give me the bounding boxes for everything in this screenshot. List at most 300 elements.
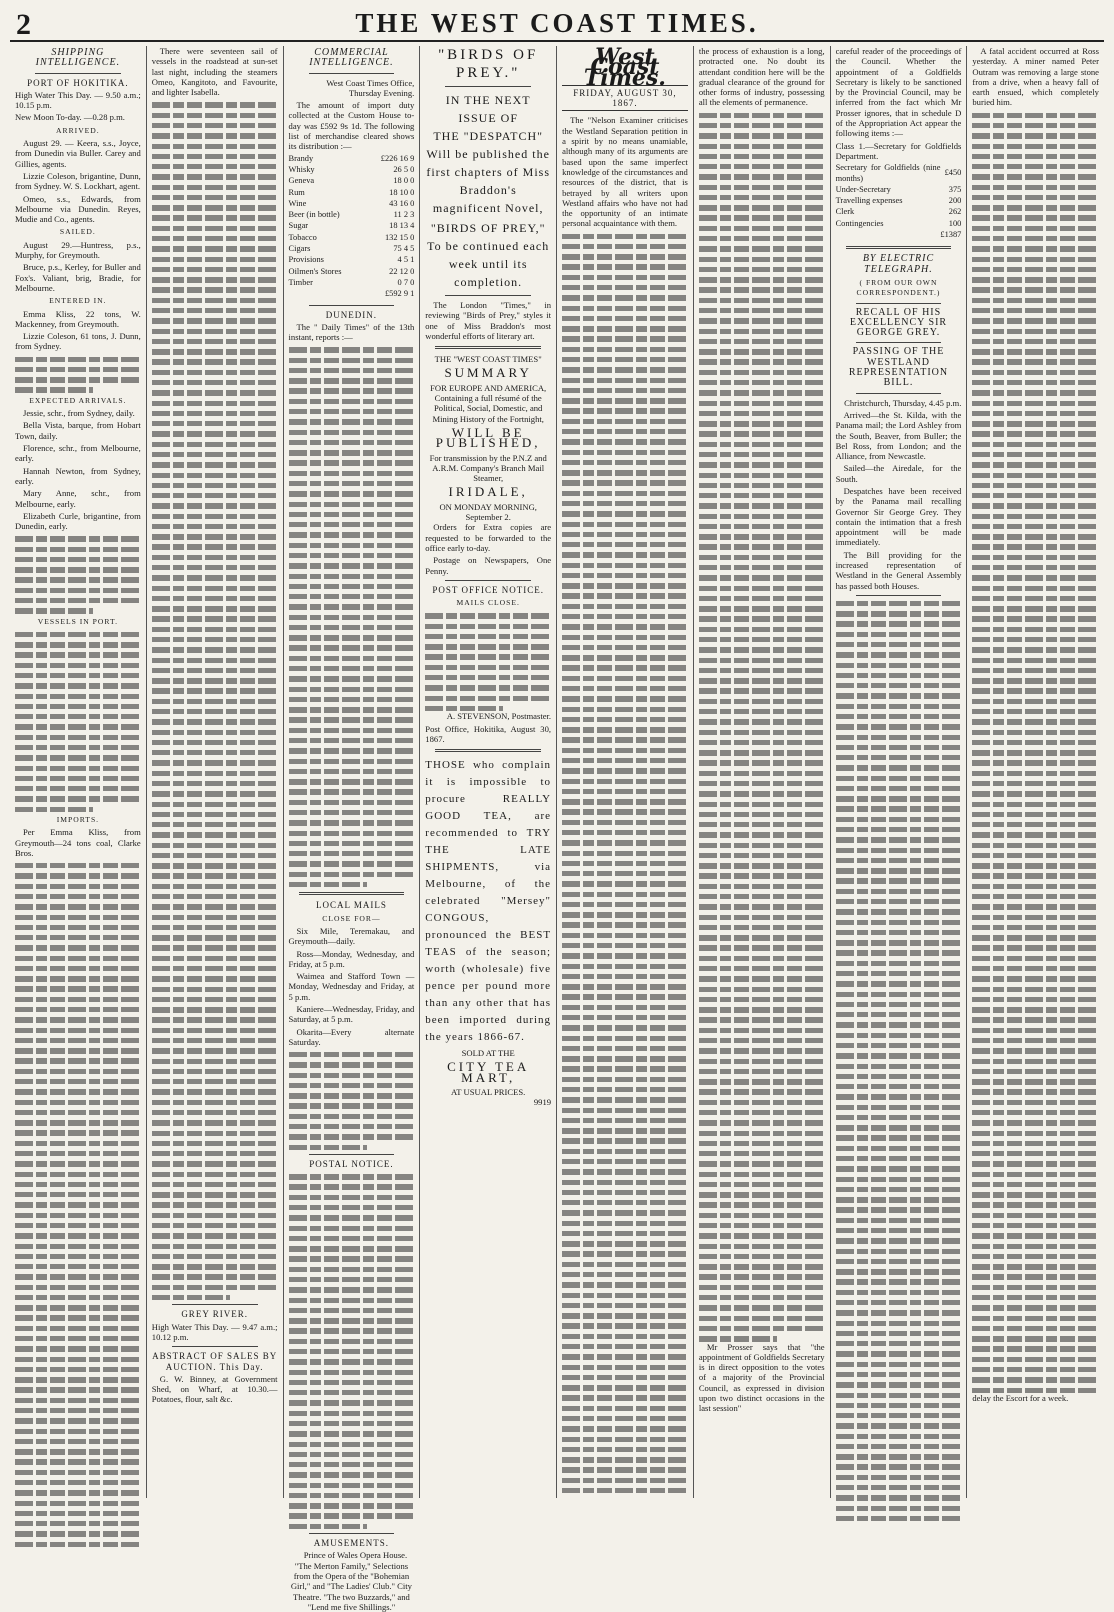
text-lines: [972, 565, 1099, 570]
text-lines: [699, 514, 825, 519]
row-value: 11 2 3: [393, 210, 415, 220]
row-item: Wine: [288, 198, 307, 208]
text-lines: [15, 1346, 141, 1351]
text-lines: [15, 632, 141, 637]
text-lines: [972, 164, 1099, 169]
text-lines: [562, 367, 688, 372]
text-lines: [289, 1287, 415, 1292]
text-lines: [699, 586, 825, 591]
text-lines: [15, 1058, 141, 1063]
text-lines: [562, 419, 688, 424]
text-lines: [15, 796, 141, 801]
text-lines: [699, 359, 825, 364]
text-lines: [425, 665, 551, 670]
dunedin-heading: DUNEDIN.: [325, 309, 378, 320]
row-value: 100: [948, 218, 962, 228]
text-lines: [699, 873, 825, 878]
text-lines: [699, 339, 825, 344]
text-lines: [15, 735, 141, 740]
text-lines: [699, 1017, 825, 1022]
text-lines: [972, 544, 1099, 549]
postage-note: Postage on Newspapers, One Penny.: [425, 555, 552, 576]
text-lines: [289, 1256, 415, 1261]
text-lines: [152, 534, 278, 539]
text-lines: [699, 226, 825, 231]
text-lines: [836, 1207, 962, 1212]
table-row: [289, 199, 415, 210]
text-lines: [699, 750, 825, 755]
text-lines: [699, 431, 825, 436]
text-lines: [152, 873, 278, 878]
text-lines: [15, 1531, 141, 1536]
text-lines: [972, 359, 1099, 364]
divider: [445, 580, 531, 581]
text-lines: [152, 1161, 278, 1166]
text-lines: [699, 1120, 825, 1125]
text-lines: [836, 1362, 962, 1367]
text-lines: [699, 1285, 825, 1290]
text-lines: [972, 791, 1099, 796]
text-lines: [562, 1251, 688, 1256]
text-lines: [972, 318, 1099, 323]
expected-item: Jessie, schr., from Sydney, daily.: [23, 408, 135, 419]
text-lines: [152, 144, 278, 149]
paper-name-gothic: West Coast Times.: [583, 44, 666, 91]
text-lines: [289, 872, 415, 877]
text-lines: [972, 730, 1099, 735]
text-lines: [972, 1336, 1099, 1341]
text-lines: [836, 786, 962, 791]
text-lines: [152, 863, 278, 868]
text-lines: [972, 287, 1099, 292]
text-lines: [289, 1328, 415, 1333]
text-lines: [699, 370, 825, 375]
text-lines: [699, 1089, 825, 1094]
text-lines: [562, 655, 688, 660]
divider: [856, 595, 942, 596]
text-lines: [562, 532, 688, 537]
text-lines: [289, 1195, 415, 1200]
text-lines: [152, 1048, 278, 1053]
text-lines: [15, 966, 141, 971]
text-lines: [15, 1130, 141, 1135]
text-lines: [152, 637, 278, 642]
text-lines: [15, 1459, 141, 1464]
text-lines: [562, 1262, 688, 1267]
sailed-label: SAILED.: [59, 227, 96, 237]
text-lines: [699, 493, 825, 498]
row-value: 0 7 0: [397, 277, 415, 287]
text-lines: [972, 174, 1099, 179]
text-lines: [152, 164, 278, 169]
text-lines: [152, 339, 278, 344]
text-lines: [152, 719, 278, 724]
text-lines: [836, 1249, 962, 1254]
text-lines: [562, 994, 688, 999]
text-lines: [699, 1038, 825, 1043]
goldfields-total: £1387: [940, 230, 962, 240]
row-value: 22 12 0: [389, 266, 415, 276]
text-lines: [699, 483, 825, 488]
text-lines: [972, 1161, 1099, 1166]
mail-item: Ross—Monday, Wednesday, and Friday, at 5 p.m.: [288, 948, 415, 969]
text-lines: [699, 1059, 825, 1064]
text-lines: [699, 1295, 825, 1300]
text-lines: [699, 452, 825, 457]
text-lines: [972, 1346, 1099, 1351]
text-lines: [972, 894, 1099, 899]
text-lines: [699, 195, 825, 200]
text-lines: [972, 760, 1099, 765]
text-lines: [15, 1439, 141, 1444]
text-lines: [289, 1134, 415, 1139]
text-lines: [836, 1238, 962, 1243]
divider: [309, 1154, 395, 1155]
text-lines: [562, 1066, 688, 1071]
text-lines: [562, 295, 688, 300]
text-lines: [836, 1372, 962, 1377]
text-lines: [699, 1007, 825, 1012]
text-lines: [152, 287, 278, 292]
text-lines: [15, 663, 141, 668]
text-lines: [972, 699, 1099, 704]
editorial-cont-opening: the process of exhaustion is a long, protracted one. No doubt its attendant condition here will be the gradual clearance of the ground for other forms of industry, possessing all the elements of permanence.: [698, 46, 825, 108]
text-lines: [699, 925, 825, 930]
text-lines: [836, 1485, 962, 1490]
text-lines: [152, 791, 278, 796]
text-lines: [836, 1516, 962, 1521]
text-lines: [836, 1115, 962, 1120]
text-lines: [15, 1089, 141, 1094]
text-lines: [836, 1043, 962, 1048]
row-value: 4 5 1: [397, 255, 415, 265]
text-lines: [15, 536, 141, 541]
text-lines: [152, 904, 278, 909]
text-lines: [152, 1007, 278, 1012]
text-lines: [152, 329, 278, 334]
text-lines: [836, 652, 962, 657]
text-lines: [562, 1478, 688, 1483]
text-lines: [152, 1151, 278, 1156]
text-lines: [562, 306, 688, 311]
text-lines: [289, 1298, 415, 1303]
text-lines: [699, 1079, 825, 1084]
text-lines: [152, 1110, 278, 1115]
mails-close-label: MAILS CLOSE.: [456, 598, 520, 608]
text-lines: [562, 892, 688, 897]
text-lines: [289, 851, 415, 856]
column-2-shipping-cont: [147, 46, 284, 1498]
text-lines: [699, 462, 825, 467]
text-lines: [972, 1038, 1099, 1043]
text-lines: [699, 174, 825, 179]
divider: [172, 1346, 258, 1347]
text-lines: [152, 812, 278, 817]
text-lines: [972, 956, 1099, 961]
text-lines: [152, 370, 278, 375]
text-lines: [15, 1480, 141, 1485]
text-lines: [699, 1151, 825, 1156]
text-lines: [972, 740, 1099, 745]
text-lines: [836, 889, 962, 894]
text-lines: [15, 714, 141, 719]
text-lines: [152, 1038, 278, 1043]
text-lines: [699, 740, 825, 745]
summary-for: FOR EUROPE AND AMERICA,: [430, 382, 547, 393]
duties-total: £592 9 1: [384, 289, 415, 299]
text-lines: [15, 673, 141, 678]
text-lines: [15, 1429, 141, 1434]
text-lines: [152, 915, 278, 920]
text-lines: [836, 1341, 962, 1346]
text-lines: [152, 215, 278, 220]
text-lines: [972, 236, 1099, 241]
expected-item: Bella Vista, barque, from Hobart Town, daily.: [15, 420, 141, 441]
text-lines: [972, 935, 1099, 940]
port-title: PORT OF HOKITIKA.: [27, 77, 129, 88]
goldfields-items-table: [836, 163, 962, 241]
row-item: Oilmen's Stores: [288, 266, 342, 276]
column-5-editorial: [557, 46, 694, 1498]
text-lines: [562, 1149, 688, 1154]
text-lines: [836, 1444, 962, 1449]
text-lines: [562, 439, 688, 444]
text-lines: [562, 707, 688, 712]
text-lines: [972, 1172, 1099, 1177]
text-lines: [152, 750, 278, 755]
text-lines: [289, 1390, 415, 1395]
text-lines: [289, 1277, 415, 1282]
text-lines: [289, 1062, 415, 1067]
text-lines: [699, 802, 825, 807]
text-lines: [289, 779, 415, 784]
text-lines: [15, 1038, 141, 1043]
text-lines: [15, 1151, 141, 1156]
text-lines: [152, 544, 278, 549]
text-lines: [15, 724, 141, 729]
text-lines: [972, 473, 1099, 478]
text-lines: [562, 398, 688, 403]
text-lines: [562, 491, 688, 496]
text-lines: [15, 704, 141, 709]
text-lines: [562, 275, 688, 280]
text-lines: [836, 1074, 962, 1079]
text-lines: [289, 656, 415, 661]
text-lines: [699, 298, 825, 303]
text-lines: [562, 1097, 688, 1102]
text-lines: [562, 1282, 688, 1287]
text-lines: [15, 1285, 141, 1290]
column-3-commercial: [284, 46, 421, 1612]
text-lines: [152, 1100, 278, 1105]
text-lines: [972, 298, 1099, 303]
text-lines: [699, 164, 825, 169]
text-lines: [562, 450, 688, 455]
column-1-shipping: [10, 46, 147, 1498]
text-lines: [562, 563, 688, 568]
text-lines: [15, 694, 141, 699]
text-lines: [836, 878, 962, 883]
text-lines: [15, 884, 141, 889]
divider: [299, 892, 405, 895]
text-lines: [289, 543, 415, 548]
text-lines: [289, 1145, 367, 1150]
text-lines: [972, 822, 1099, 827]
text-lines: [15, 915, 141, 920]
row-value: £450: [944, 168, 962, 178]
row-item: Brandy: [288, 153, 314, 163]
text-lines: [972, 1202, 1099, 1207]
text-lines: [289, 1513, 415, 1518]
telegraph-heading: BY ELECTRIC TELEGRAPH.: [862, 253, 935, 275]
prosser-paragraph: Mr Prosser says that "the appointment of Goldfields Secretary is in direct opposition to the votes of a majority of the Provincial Council, as expressed in division upon two distinct occasions in the last session": [698, 1341, 825, 1414]
text-lines: [289, 1462, 415, 1467]
text-lines: [972, 339, 1099, 344]
text-lines: [289, 645, 415, 650]
text-lines: [972, 1316, 1099, 1321]
text-lines: [699, 771, 825, 776]
text-lines: [562, 1005, 688, 1010]
text-lines: [425, 706, 503, 711]
text-lines: [562, 1210, 688, 1215]
text-lines: [836, 992, 962, 997]
text-lines: [152, 1244, 278, 1249]
text-lines: [152, 925, 278, 930]
row-item: Travelling expenses: [835, 196, 903, 206]
text-lines: [562, 254, 688, 259]
expected-label: EXPECTED ARRIVALS.: [29, 395, 127, 405]
text-lines: [152, 1131, 278, 1136]
text-lines: [699, 637, 825, 642]
text-lines: [972, 1141, 1099, 1146]
text-lines: [152, 359, 278, 364]
text-lines: [562, 799, 688, 804]
abstract-heading: ABSTRACT OF SALES BY AUCTION. This Day.: [152, 1351, 278, 1372]
text-lines: [562, 820, 688, 825]
table-row: [289, 210, 415, 221]
text-lines: [562, 964, 688, 969]
text-lines: [289, 368, 415, 373]
text-lines: [289, 831, 415, 836]
table-row: [289, 176, 415, 187]
text-lines: [562, 1447, 688, 1452]
text-lines: [836, 1300, 962, 1305]
row-item: Timber: [288, 277, 313, 287]
table-row: [289, 244, 415, 255]
text-lines: [152, 1223, 278, 1228]
text-lines: [289, 1431, 415, 1436]
text-lines: [289, 1524, 367, 1529]
text-lines: [289, 676, 415, 681]
text-lines: [15, 786, 141, 791]
row-value: 26 5 0: [393, 164, 415, 174]
text-lines: [836, 971, 962, 976]
text-lines: [972, 329, 1099, 334]
text-lines: [699, 1326, 825, 1331]
text-lines: [152, 945, 278, 950]
text-lines: [972, 390, 1099, 395]
row-item: Geneva: [288, 176, 315, 186]
birds-line: To be continued each week until its completion.: [427, 239, 550, 289]
text-lines: [562, 316, 688, 321]
text-lines: [562, 1241, 688, 1246]
text-lines: [15, 1202, 141, 1207]
text-lines: [972, 524, 1099, 529]
text-lines: [152, 658, 278, 663]
text-lines: [699, 287, 825, 292]
text-lines: [152, 1295, 230, 1300]
text-lines: [836, 1290, 962, 1295]
text-lines: [562, 1087, 688, 1092]
text-lines: [972, 1326, 1099, 1331]
arrival-item: Lizzie Coleson, brigantine, Dunn, from Sydney. W. S. Lockhart, agent.: [15, 170, 141, 192]
row-value: 18 13 4: [389, 221, 415, 231]
table-row: [289, 154, 415, 165]
text-lines: [699, 390, 825, 395]
text-lines: [15, 945, 141, 950]
text-lines: [836, 1403, 962, 1408]
divider: [309, 1533, 395, 1534]
text-lines: [152, 1285, 278, 1290]
text-lines: [289, 1452, 415, 1457]
steamer-name: IRIDALE,: [448, 484, 528, 500]
text-lines: [289, 388, 415, 393]
text-lines: [972, 308, 1099, 313]
text-lines: [699, 329, 825, 334]
text-lines: [836, 1464, 962, 1469]
text-lines: [152, 956, 278, 961]
text-lines: [972, 411, 1099, 416]
text-lines: [699, 678, 825, 683]
text-lines: [699, 987, 825, 992]
text-lines: [836, 611, 962, 616]
text-lines: [15, 1192, 141, 1197]
text-lines: [699, 1141, 825, 1146]
text-lines: [836, 1228, 962, 1233]
text-lines: [699, 442, 825, 447]
text-lines: [15, 807, 93, 812]
text-lines: [972, 246, 1099, 251]
text-lines: [972, 1305, 1099, 1310]
text-lines: [15, 1305, 141, 1310]
text-lines: [836, 601, 962, 606]
text-lines: [152, 318, 278, 323]
row-item: Tobacco: [288, 232, 317, 242]
text-lines: [15, 357, 141, 362]
text-lines: [699, 1244, 825, 1249]
text-lines: [972, 688, 1099, 693]
mail-item: Okarita—Every alternate Saturday.: [288, 1026, 415, 1047]
text-lines: [699, 832, 825, 837]
text-lines: [152, 277, 278, 282]
text-lines: [562, 1118, 688, 1123]
text-lines: [152, 935, 278, 940]
text-lines: [699, 945, 825, 950]
text-lines: [562, 789, 688, 794]
text-lines: [562, 686, 688, 691]
usual-prices: AT USUAL PRICES.: [451, 1087, 526, 1098]
birds-of-prey-ad: [425, 46, 551, 291]
text-lines: [15, 873, 141, 878]
text-lines: [972, 750, 1099, 755]
text-lines: [562, 1395, 688, 1400]
text-lines: [562, 593, 688, 598]
text-lines: [15, 1398, 141, 1403]
row-item: Contingencies: [835, 218, 884, 228]
text-lines: [836, 1156, 962, 1161]
text-lines: [289, 748, 415, 753]
text-lines: [562, 357, 688, 362]
